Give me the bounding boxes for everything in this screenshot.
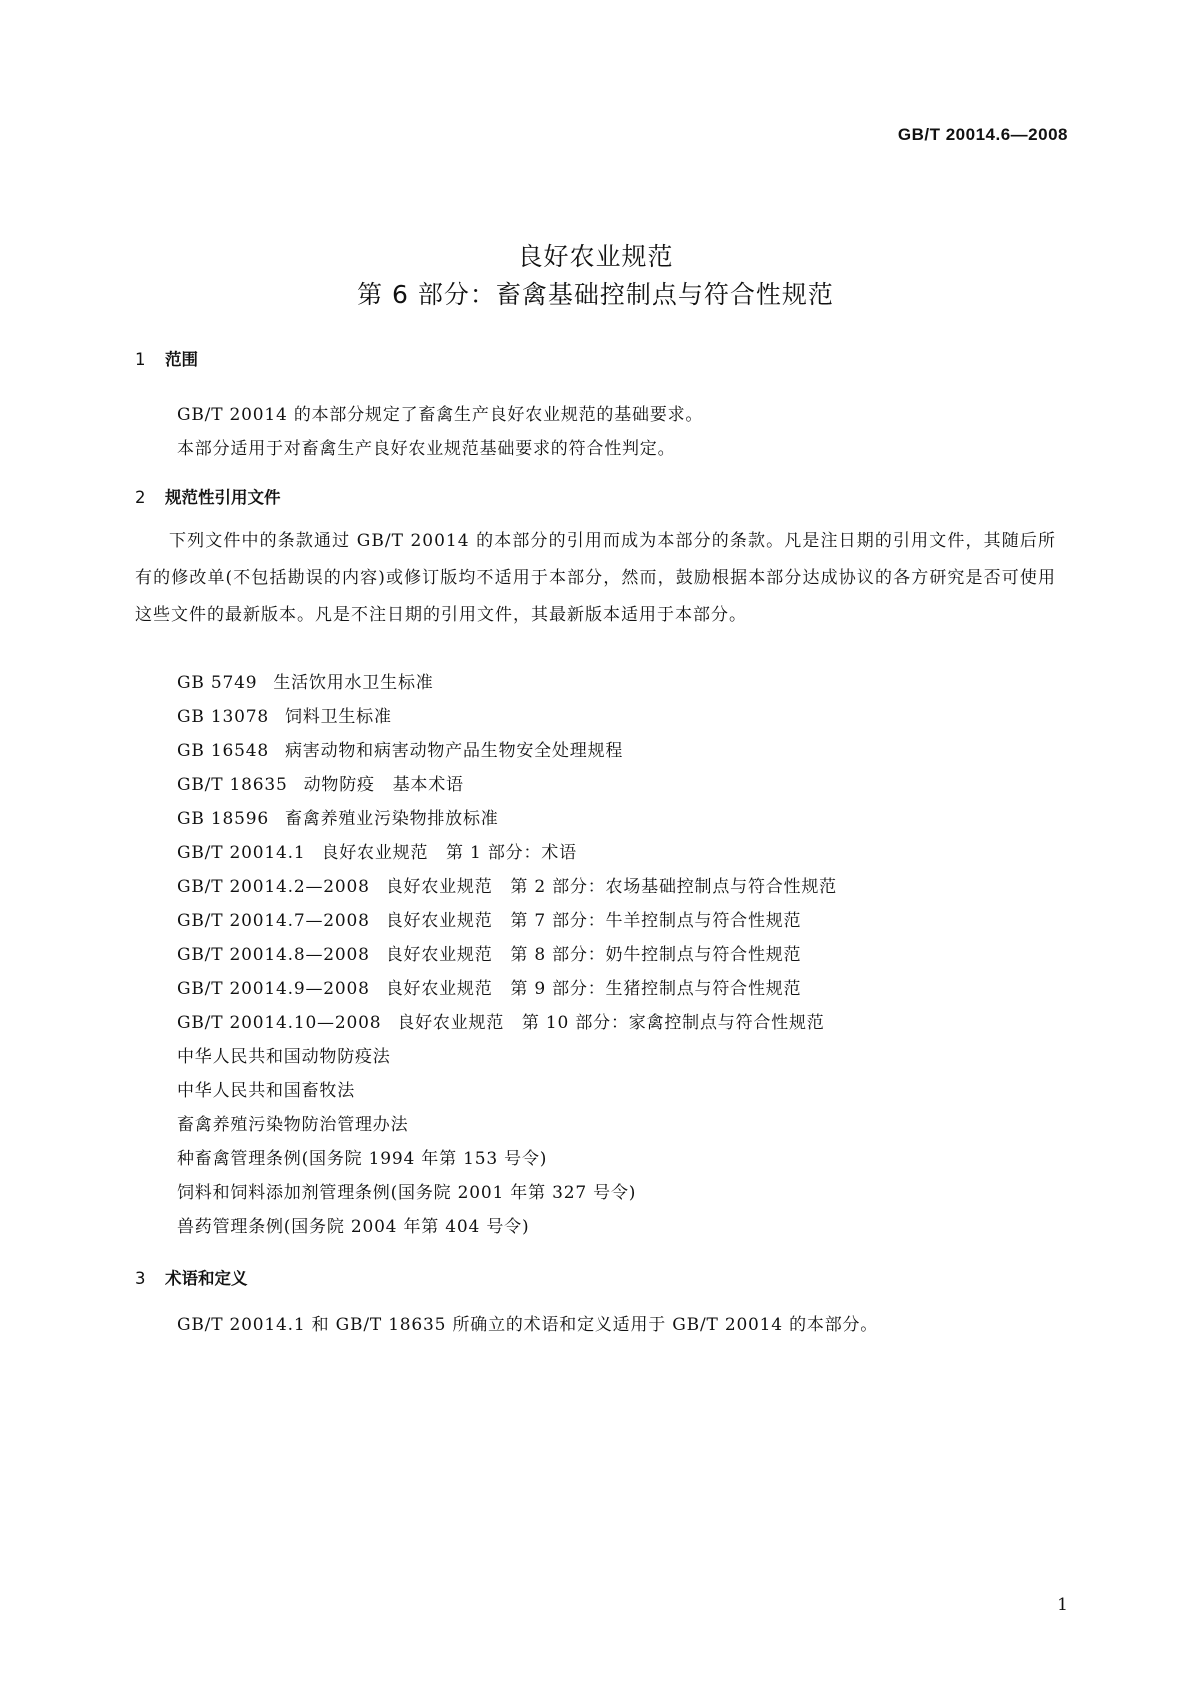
reference-item <box>177 940 801 965</box>
reference-code: GB/T 20014.2—2008 <box>177 877 370 897</box>
reference-title: 饲料卫生标准 <box>284 707 392 727</box>
reference-item <box>177 974 801 999</box>
reference-title: 良好农业规范 第 8 部分：奶牛控制点与符合性规范 <box>385 945 802 965</box>
reference-item <box>177 1008 825 1033</box>
section-number: 2 <box>135 488 146 507</box>
page-number: 1 <box>1057 1595 1068 1615</box>
reference-code: GB/T 18635 <box>177 775 288 795</box>
law-item: 兽药管理条例(国务院 2004 年第 404 号令) <box>177 1217 530 1237</box>
reference-code: GB/T 20014.7—2008 <box>177 911 370 931</box>
reference-title: 良好农业规范 第 1 部分：术语 <box>321 843 577 863</box>
reference-item <box>177 872 837 897</box>
law-item: 饲料和饲料添加剂管理条例(国务院 2001 年第 327 号令) <box>177 1183 637 1203</box>
reference-item <box>177 804 499 829</box>
law-item: 中华人民共和国动物防疫法 <box>177 1047 391 1067</box>
document-title: 良好农业规范 <box>517 242 674 271</box>
section-number: 1 <box>135 350 146 369</box>
reference-title: 动物防疫 基本术语 <box>303 775 464 795</box>
section-2-heading <box>135 484 281 508</box>
reference-title: 病害动物和病害动物产品生物安全处理规程 <box>284 741 624 761</box>
section-1-heading <box>135 346 198 370</box>
reference-title: 良好农业规范 第 7 部分：牛羊控制点与符合性规范 <box>385 911 802 931</box>
law-item: 畜禽养殖污染物防治管理办法 <box>177 1115 409 1135</box>
section-number: 3 <box>135 1269 146 1288</box>
reference-code: GB 16548 <box>177 741 269 761</box>
section-3-heading <box>135 1265 248 1289</box>
reference-code: GB 18596 <box>177 809 269 829</box>
reference-code: GB/T 20014.8—2008 <box>177 945 370 965</box>
reference-title: 畜禽养殖业污染物排放标准 <box>284 809 499 829</box>
references-intro: 下列文件中的条款通过 GB/T 20014 的本部分的引用而成为本部分的条款。凡是注日期的引用文件，其随后所有的修改单(不包括勘误的内容)或修订版均不适用于本部分，然而，鼓励根据本部分达成协议的各方研究是否可使用这些文件的最新版本。凡是不注日期的引用文件，其最新版本适用于本部分。 <box>135 531 1056 625</box>
standard-number: GB/T 20014.6—2008 <box>897 125 1068 144</box>
reference-title: 良好农业规范 第 2 部分：农场基础控制点与符合性规范 <box>385 877 837 897</box>
terms-paragraph: GB/T 20014.1 和 GB/T 18635 所确立的术语和定义适用于 GB/T 20014 的本部分。 <box>177 1315 879 1335</box>
reference-code: GB/T 20014.1 <box>177 843 306 863</box>
reference-item <box>177 838 577 863</box>
reference-item <box>177 668 434 693</box>
reference-title: 良好农业规范 第 10 部分：家禽控制点与符合性规范 <box>397 1013 825 1033</box>
reference-title: 生活饮用水卫生标准 <box>273 673 434 693</box>
reference-title: 良好农业规范 第 9 部分：生猪控制点与符合性规范 <box>385 979 802 999</box>
scope-paragraph: 本部分适用于对畜禽生产良好农业规范基础要求的符合性判定。 <box>177 439 676 459</box>
law-item: 种畜禽管理条例(国务院 1994 年第 153 号令) <box>177 1149 548 1169</box>
reference-item <box>177 906 801 931</box>
reference-item <box>177 736 623 761</box>
reference-code: GB 13078 <box>177 707 269 727</box>
reference-item <box>177 770 464 795</box>
scope-paragraph: GB/T 20014 的本部分规定了畜禽生产良好农业规范的基础要求。 <box>177 405 704 425</box>
section-title: 术语和定义 <box>165 1269 248 1288</box>
law-item: 中华人民共和国畜牧法 <box>177 1081 355 1101</box>
reference-code: GB/T 20014.9—2008 <box>177 979 370 999</box>
reference-code: GB/T 20014.10—2008 <box>177 1013 382 1033</box>
section-title: 范围 <box>165 350 198 369</box>
section-title: 规范性引用文件 <box>165 488 281 507</box>
reference-item <box>177 702 392 727</box>
document-subtitle: 第 6 部分：畜禽基础控制点与符合性规范 <box>357 280 834 309</box>
reference-code: GB 5749 <box>177 673 258 693</box>
